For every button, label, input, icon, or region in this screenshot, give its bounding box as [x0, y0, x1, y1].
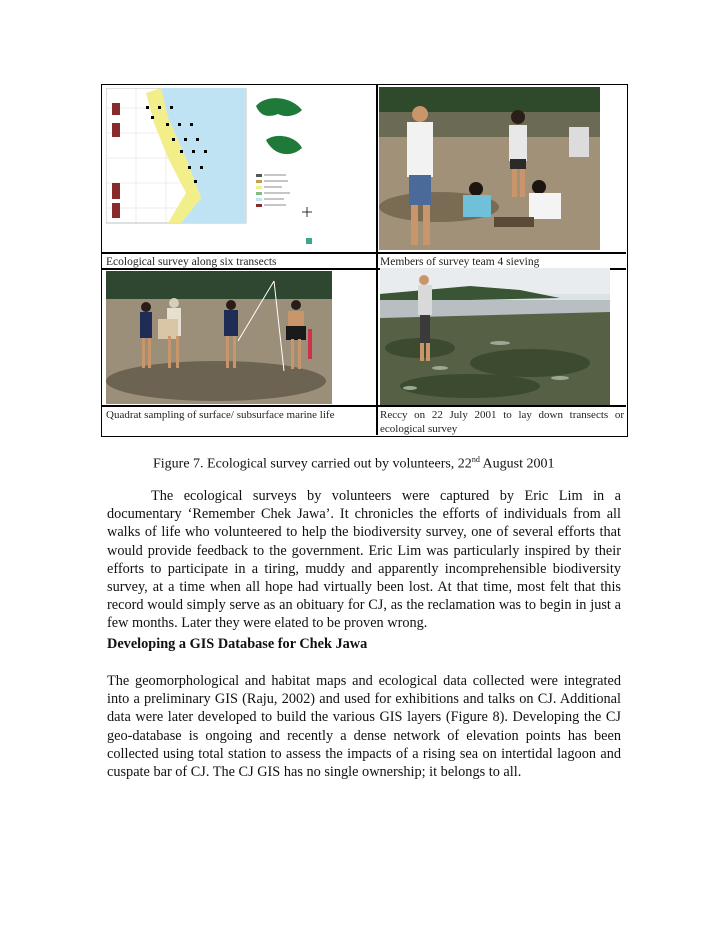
figure-caption-ordinal: nd: [471, 455, 480, 464]
caption-sieving: Members of survey team 4 sieving: [380, 256, 540, 268]
table-divider-row2: [102, 405, 626, 407]
quadrat-photo: [106, 271, 332, 404]
paragraph-documentary-text: The ecological surveys by volunteers were captured by Eric Lim in a documentary ‘Remember Chek Jawa’. It chronicles the efforts of individuals from all walks of life who volunteered to help the biodiversity survey, one of several efforts that would provide feedback to the government. Eric Lim was particularly inspired by their efforts to participate in a tiring, muddy and apparently incomprehensible biodiversity survey, at a time when all hope had virtually been lost. At that time, most felt that this record would simply serve as an obituary for CJ, as the reclamation was to begin in just a few months. Later they were elated to be proven wrong.: [107, 488, 621, 632]
paragraph-gis: The geomorphological and habitat maps and ecological data collected were integrated into a preliminary GIS (Raju, 2002) and used for exhibitions and talks on CJ. Additional data were later developed to build the various GIS layers (Figure 8). Developing the CJ geo-database is ongoing and recently a dense network of elevation points has been collected using total station to assess the impacts of a rising sea on intertidal lagoon and cuspate bar of CJ. The CJ GIS has no single ownership; it belongs to all.: [107, 673, 621, 781]
caption-reccy: Reccy on 22 July 2001 to lay down transects or ecological survey: [380, 409, 624, 435]
paragraph-documentary: [107, 487, 621, 633]
caption-transects: Ecological survey along six transects: [106, 256, 277, 268]
figure-caption-text: Figure 7. Ecological survey carried out by volunteers, 22: [153, 456, 472, 472]
transect-map-image: [106, 88, 320, 250]
figure-table: [101, 84, 628, 437]
reccy-photo: [380, 268, 610, 405]
figure-caption-month: August 2001: [479, 456, 555, 472]
table-divider-row1: [102, 252, 626, 254]
caption-quadrat: Quadrat sampling of surface/ subsurface marine life: [106, 409, 335, 421]
section-heading: Developing a GIS Database for Chek Jawa: [107, 636, 368, 652]
table-divider-vertical: [376, 85, 378, 435]
figure-caption: [153, 455, 555, 473]
sieving-photo: [379, 87, 600, 250]
